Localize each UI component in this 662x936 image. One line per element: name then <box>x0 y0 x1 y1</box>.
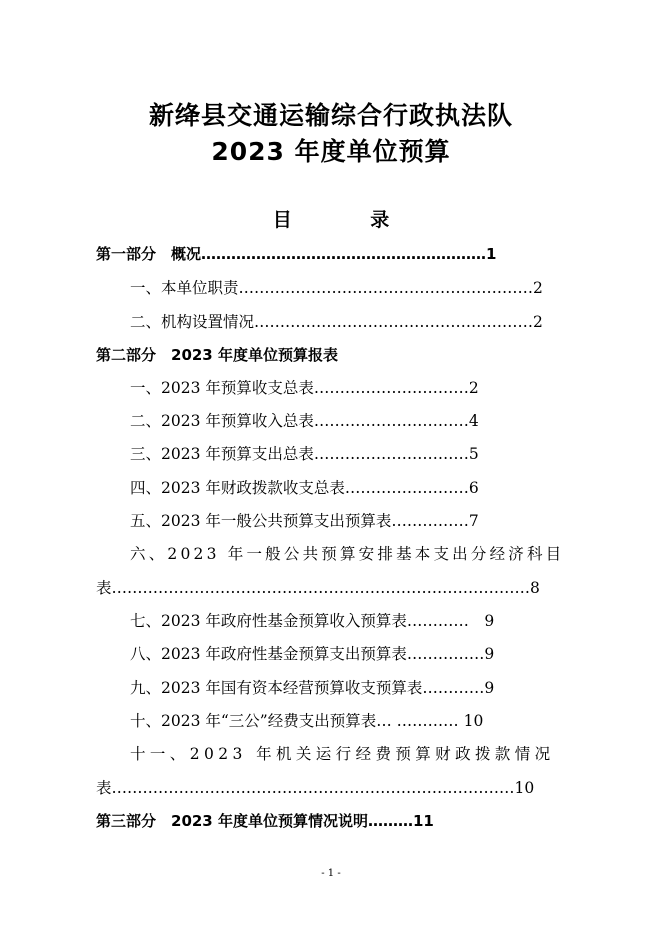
toc-entry-table-7: 七、2023 年政府性基金预算收入预算表………… 9 <box>130 612 495 630</box>
toc-entry-table-4: 四、2023 年财政拨款收支总表……………………6 <box>130 479 479 497</box>
toc-entry-table-3: 三、2023 年预算支出总表…………………………5 <box>130 445 479 463</box>
page-number: - 1 - <box>321 868 341 879</box>
toc-entry-table-11: 十一、2023 年机关运行经费预算财政拨款情况 <box>130 745 555 763</box>
toc-entry-table-2: 二、2023 年预算收入总表…………………………4 <box>130 412 479 430</box>
toc-entry-table-8: 八、2023 年政府性基金预算支出预算表……………9 <box>130 645 495 663</box>
document-title-line-2: 2023 年度单位预算 <box>211 137 451 166</box>
toc-entry-duties: 一、本单位职责…………………………………………………2 <box>130 279 543 297</box>
toc-entry-part-3: 第三部分 2023 年度单位预算情况说明………11 <box>96 812 434 830</box>
toc-entry-table-11-cont: 表……………………………………………………………………10 <box>96 779 535 797</box>
toc-entry-table-1: 一、2023 年预算收支总表…………………………2 <box>130 379 479 397</box>
toc-entry-table-9: 九、2023 年国有资本经营预算收支预算表…………9 <box>130 679 495 697</box>
toc-entry-part-1: 第一部分 概况…………………………………………………1 <box>96 245 497 263</box>
toc-entry-table-10: 十、2023 年“三公”经费支出预算表… ………… 10 <box>130 712 484 730</box>
document-title-line-1: 新绛县交通运输综合行政执法队 <box>148 101 513 130</box>
toc-entry-part-2: 第二部分 2023 年度单位预算报表 <box>96 346 338 364</box>
toc-entry-organization: 二、机构设置情况………………………………………………2 <box>130 313 543 331</box>
toc-heading: 目 录 <box>272 209 426 231</box>
toc-entry-table-6-cont: 表………………………………………………………………………8 <box>96 579 540 597</box>
toc-entry-table-6: 六、2023 年一般公共预算安排基本支出分经济科目 <box>130 545 565 563</box>
toc-entry-table-5: 五、2023 年一般公共预算支出预算表……………7 <box>130 512 479 530</box>
